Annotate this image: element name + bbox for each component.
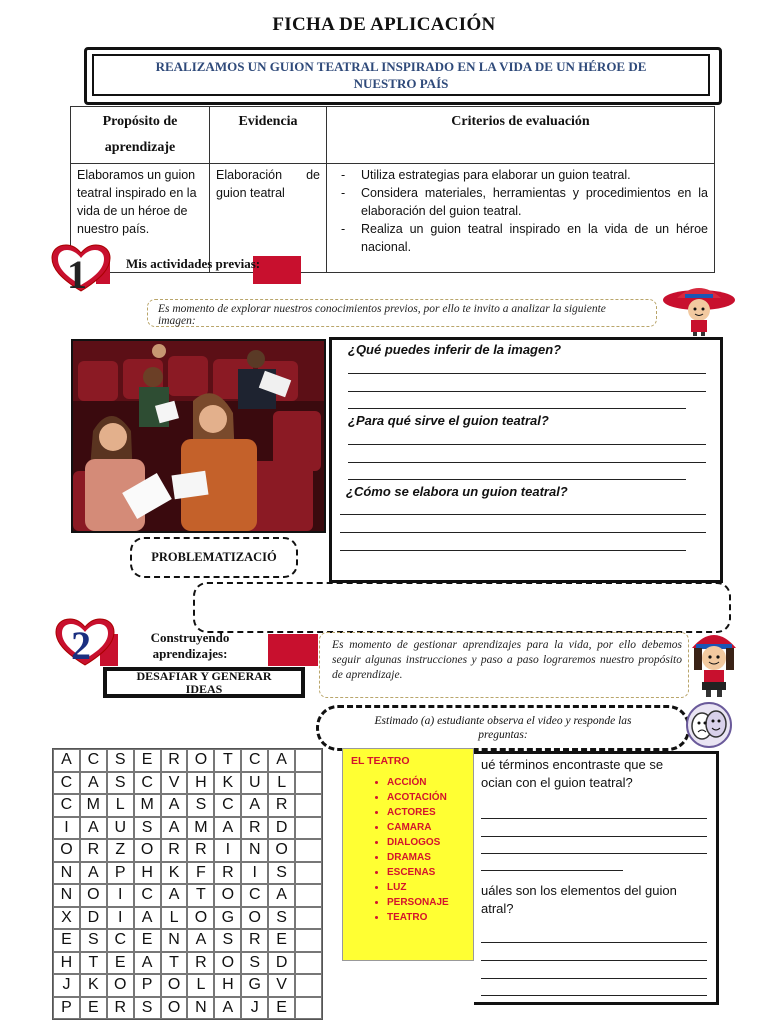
grid-cell[interactable]: A (134, 907, 161, 930)
section-number: 1 (67, 252, 87, 297)
speech-bubble-text: Es momento de explorar nuestros conocimientos previos, por ello te invito a analizar la siguiente imagen: (158, 303, 606, 327)
glossary-item: • DRAMAS (387, 850, 473, 865)
grid-cell[interactable]: T (161, 952, 188, 975)
speech-bubble-text: Es momento de gestionar aprendizajes para la vida, por ello debemos seguir algunas instrucciones y paso a paso lograremos nuestro propósito de aprendizaje. (332, 639, 682, 681)
grid-cell[interactable]: H (134, 862, 161, 885)
grid-cell[interactable]: S (107, 749, 134, 772)
grid-cell[interactable]: N (161, 929, 188, 952)
grid-cell[interactable]: G (241, 974, 268, 997)
criterion-item: - Realiza un guion teatral inspirado en la vida de un héroe nacional. (333, 220, 708, 256)
page-title: FICHA DE APLICACIÓN (272, 14, 496, 35)
glossary-item: • ACCIÓN (387, 775, 473, 790)
answer-line[interactable] (481, 836, 707, 837)
glossary-item: • DIALOGOS (387, 835, 473, 850)
grid-cell[interactable]: O (214, 884, 241, 907)
question-5-line-2: atral? (481, 901, 514, 916)
grid-cell[interactable]: T (214, 749, 241, 772)
grid-cell[interactable]: C (53, 794, 80, 817)
problem-label-box (130, 537, 298, 578)
answer-line[interactable] (348, 444, 706, 445)
glossary-title: EL TEATRO (351, 755, 410, 767)
grid-cell[interactable] (295, 839, 322, 862)
grid-cell[interactable]: I (53, 817, 80, 840)
question-5-line-1: uáles son los elementos del guion (481, 883, 677, 898)
grid-cell[interactable]: O (107, 974, 134, 997)
grid-cell[interactable]: C (134, 772, 161, 795)
grid-cell[interactable]: P (107, 862, 134, 885)
grid-cell[interactable]: M (134, 794, 161, 817)
grid-cell[interactable]: S (268, 862, 295, 885)
grid-cell[interactable]: V (268, 974, 295, 997)
theater-masks-icon (680, 702, 738, 748)
answer-line[interactable] (348, 408, 686, 409)
answer-line[interactable] (348, 391, 706, 392)
grid-cell[interactable]: K (161, 862, 188, 885)
speech-bubble (319, 632, 689, 698)
grid-cell[interactable]: E (107, 952, 134, 975)
problem-answer-box[interactable] (193, 582, 731, 633)
glossary-item: • ACTORES (387, 805, 473, 820)
answer-line[interactable] (348, 462, 706, 463)
banner-line-2: NUESTRO PAÍS (353, 76, 449, 91)
grid-cell[interactable]: M (80, 794, 107, 817)
criterion-item: - Utiliza estrategias para elaborar un guion teatral. (333, 166, 708, 184)
grid-cell[interactable]: O (241, 907, 268, 930)
grid-cell[interactable]: A (241, 794, 268, 817)
banner-line-1: REALIZAMOS UN GUION TEATRAL INSPIRADO EN LA VIDA DE UN HÉROE DE (155, 59, 647, 74)
grid-cell[interactable]: S (134, 997, 161, 1020)
grid-cell[interactable]: K (80, 974, 107, 997)
video-note: Estimado (a) estudiante observa el video y responde las preguntas: (374, 715, 632, 741)
grid-cell[interactable]: X (53, 907, 80, 930)
answer-line[interactable] (481, 818, 707, 819)
grid-cell[interactable]: J (53, 974, 80, 997)
grid-cell[interactable]: T (187, 884, 214, 907)
word-search-grid[interactable] (52, 748, 323, 1020)
grid-cell[interactable]: S (241, 952, 268, 975)
grid-cell[interactable]: T (80, 952, 107, 975)
grid-cell[interactable]: S (134, 817, 161, 840)
grid-cell[interactable]: M (187, 817, 214, 840)
glossary-item: • ESCENAS (387, 865, 473, 880)
girl-character-icon (686, 626, 742, 698)
grid-cell[interactable]: E (53, 929, 80, 952)
grid-cell[interactable]: A (161, 884, 188, 907)
grid-cell[interactable]: E (134, 749, 161, 772)
grid-cell[interactable]: A (80, 817, 107, 840)
grid-cell[interactable]: A (161, 817, 188, 840)
grid-cell[interactable]: R (161, 749, 188, 772)
grid-cell[interactable]: N (241, 839, 268, 862)
grid-cell[interactable]: C (53, 772, 80, 795)
red-tab-right (268, 634, 318, 666)
red-tab-right (253, 256, 301, 284)
grid-cell[interactable]: L (161, 907, 188, 930)
answer-line[interactable] (481, 960, 707, 961)
grid-cell[interactable] (295, 884, 322, 907)
header-criteria: Criterios de evaluación (327, 107, 715, 164)
grid-cell[interactable]: S (80, 929, 107, 952)
grid-cell[interactable]: S (107, 772, 134, 795)
banner (92, 54, 710, 96)
grid-cell[interactable]: H (53, 952, 80, 975)
grid-cell[interactable]: O (161, 997, 188, 1020)
header-purpose: Propósito de aprendizaje (71, 107, 210, 164)
grid-cell[interactable]: C (80, 749, 107, 772)
answer-line[interactable] (348, 479, 686, 480)
banner-text (156, 58, 647, 92)
grid-cell[interactable]: O (214, 952, 241, 975)
grid-cell[interactable]: I (107, 884, 134, 907)
grid-cell[interactable]: C (107, 929, 134, 952)
grid-cell[interactable] (295, 974, 322, 997)
grid-cell[interactable]: E (268, 997, 295, 1020)
glossary-box (342, 748, 474, 961)
grid-cell[interactable]: I (241, 862, 268, 885)
question-2: ¿Para qué sirve el guion teatral? (348, 413, 549, 428)
answer-line[interactable] (481, 942, 707, 943)
grid-cell[interactable]: V (161, 772, 188, 795)
grid-cell[interactable]: U (107, 817, 134, 840)
grid-cell[interactable] (295, 772, 322, 795)
section-label: Construyendo aprendizajes: (150, 630, 230, 661)
grid-cell[interactable]: A (161, 794, 188, 817)
grid-cell[interactable]: R (241, 929, 268, 952)
grid-cell[interactable]: L (187, 974, 214, 997)
grid-cell[interactable]: R (187, 952, 214, 975)
criterion-item: - Considera materiales, herramientas y procedimientos en la elaboración del guion teatral. (333, 184, 708, 220)
grid-cell[interactable]: F (187, 862, 214, 885)
glossary-item: • TEATRO (387, 910, 473, 925)
grid-cell[interactable]: O (80, 884, 107, 907)
grid-cell[interactable]: N (187, 997, 214, 1020)
grid-cell[interactable]: Z (107, 839, 134, 862)
answer-line[interactable] (340, 550, 686, 551)
grid-cell[interactable]: S (187, 794, 214, 817)
grid-cell[interactable] (295, 952, 322, 975)
glossary-list (343, 775, 473, 925)
problem-label: PROBLEMATIZACIÓ (151, 550, 277, 564)
grid-cell[interactable]: A (214, 997, 241, 1020)
grid-cell[interactable]: H (214, 974, 241, 997)
question-4-line-1: ué términos encontraste que se (481, 757, 664, 772)
grid-cell[interactable]: C (214, 794, 241, 817)
answer-line[interactable] (481, 870, 623, 871)
speech-bubble (147, 299, 657, 327)
grid-cell[interactable]: R (107, 997, 134, 1020)
challenge-box (103, 667, 305, 698)
criteria-cell (327, 164, 715, 273)
theater-photo (71, 339, 326, 533)
grid-cell[interactable]: O (53, 839, 80, 862)
grid-cell[interactable]: D (268, 952, 295, 975)
grid-cell[interactable] (295, 862, 322, 885)
question-1: ¿Qué puedes inferir de la imagen? (348, 342, 562, 357)
grid-cell[interactable]: A (80, 862, 107, 885)
grid-cell[interactable]: C (241, 884, 268, 907)
grid-cell[interactable]: O (268, 839, 295, 862)
grid-cell[interactable]: R (241, 817, 268, 840)
answer-line[interactable] (481, 978, 707, 979)
grid-cell[interactable]: C (241, 749, 268, 772)
grid-cell[interactable]: C (134, 884, 161, 907)
challenge-label: DESAFIAR Y GENERAR IDEAS (136, 668, 272, 696)
grid-cell[interactable]: S (268, 907, 295, 930)
grid-cell[interactable]: R (161, 839, 188, 862)
grid-cell[interactable]: A (268, 749, 295, 772)
question-3: ¿Cómo se elabora un guion teatral? (346, 484, 568, 499)
grid-cell[interactable]: O (187, 749, 214, 772)
glossary-item: • PERSONAJE (387, 895, 473, 910)
character-icon (655, 284, 739, 336)
grid-cell[interactable]: P (134, 974, 161, 997)
grid-cell[interactable]: R (268, 794, 295, 817)
grid-cell[interactable] (295, 817, 322, 840)
purpose-cell: Elaboramos un guion teatral inspirado en la vida de un héroe de nuestro país. (71, 164, 210, 273)
header-evidence: Evidencia (210, 107, 327, 164)
grid-cell[interactable]: O (187, 907, 214, 930)
question-4-line-2: ocian con el guion teatral? (481, 775, 633, 790)
glossary-item: • ACOTACIÓN (387, 790, 473, 805)
grid-cell[interactable] (295, 997, 322, 1020)
glossary-item: • CAMARA (387, 820, 473, 835)
grid-cell[interactable]: A (187, 929, 214, 952)
grid-cell[interactable]: O (161, 974, 188, 997)
glossary-item: • LUZ (387, 880, 473, 895)
grid-cell[interactable]: A (268, 884, 295, 907)
grid-cell[interactable]: A (214, 817, 241, 840)
grid-cell[interactable]: N (53, 884, 80, 907)
grid-cell[interactable]: K (214, 772, 241, 795)
video-note-bubble (316, 705, 690, 751)
answer-line[interactable] (481, 995, 707, 996)
answer-line[interactable] (340, 532, 706, 533)
grid-cell[interactable]: A (134, 952, 161, 975)
grid-cell[interactable]: E (268, 929, 295, 952)
answer-line[interactable] (348, 373, 706, 374)
grid-cell[interactable] (295, 794, 322, 817)
answer-line[interactable] (340, 514, 706, 515)
answer-line[interactable] (481, 853, 707, 854)
grid-cell[interactable]: D (268, 817, 295, 840)
grid-cell[interactable]: E (134, 929, 161, 952)
grid-cell[interactable]: U (241, 772, 268, 795)
section-number: 2 (71, 623, 91, 668)
purpose-table (70, 106, 715, 273)
grid-cell[interactable] (295, 749, 322, 772)
grid-cell[interactable]: S (214, 929, 241, 952)
grid-cell[interactable]: R (187, 839, 214, 862)
grid-cell[interactable]: A (80, 772, 107, 795)
section-label: Mis actividades previas: (126, 256, 261, 271)
grid-cell[interactable]: E (80, 997, 107, 1020)
grid-cell[interactable] (295, 907, 322, 930)
grid-cell[interactable]: A (53, 749, 80, 772)
grid-cell[interactable] (295, 929, 322, 952)
evidence-cell: Elaboración de guion teatral (210, 164, 327, 273)
grid-cell[interactable]: R (214, 862, 241, 885)
grid-cell[interactable]: I (107, 907, 134, 930)
grid-cell[interactable]: P (53, 997, 80, 1020)
grid-cell[interactable]: J (241, 997, 268, 1020)
grid-cell[interactable]: O (134, 839, 161, 862)
grid-cell[interactable]: I (214, 839, 241, 862)
grid-cell[interactable]: N (53, 862, 80, 885)
grid-cell[interactable]: L (107, 794, 134, 817)
grid-cell[interactable]: L (268, 772, 295, 795)
grid-cell[interactable]: D (80, 907, 107, 930)
grid-cell[interactable]: R (80, 839, 107, 862)
grid-cell[interactable]: G (214, 907, 241, 930)
grid-cell[interactable]: H (187, 772, 214, 795)
